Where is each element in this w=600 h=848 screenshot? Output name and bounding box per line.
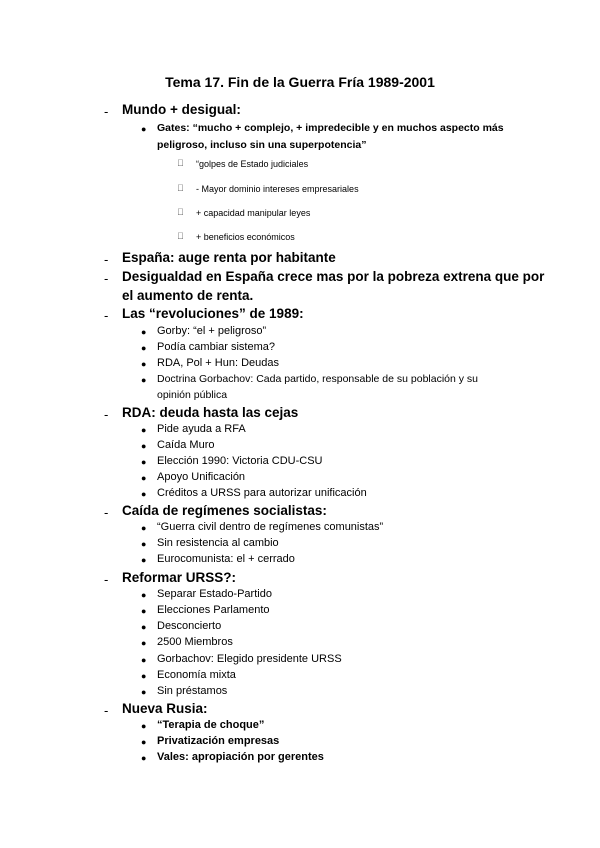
sub-item: + beneficios económicos — [196, 232, 295, 242]
bullet-icon: ● — [141, 425, 147, 435]
list-item: Créditos a URSS para autorizar unificación — [157, 487, 367, 499]
bullet-icon: ● — [141, 638, 147, 648]
square-bullet-icon — [177, 231, 184, 241]
bullet-icon: ● — [141, 489, 147, 499]
gates-quote-line1: Gates: “mucho + complejo, + impredecible y en muchos aspecto más — [157, 122, 504, 134]
list-item: Eurocomunista: el + cerrado — [157, 553, 295, 565]
dash-marker: - — [104, 271, 109, 286]
dash-marker: - — [104, 505, 109, 520]
dash-marker: - — [104, 252, 109, 267]
heading-rda-deuda: RDA: deuda hasta las cejas — [122, 405, 299, 420]
list-item-doctrina-line2: opinión pública — [157, 389, 228, 401]
bullet-icon: ● — [141, 671, 147, 681]
dash-marker: - — [104, 703, 109, 718]
square-bullet-icon — [177, 158, 184, 168]
heading-caida-regimenes: Caída de regímenes socialistas: — [122, 503, 327, 518]
page-title: Tema 17. Fin de la Guerra Fría 1989-2001 — [165, 74, 435, 90]
bullet-icon: ● — [141, 359, 147, 369]
sub-item: + capacidad manipular leyes — [196, 208, 311, 218]
bullet-icon: ● — [141, 721, 147, 731]
list-item: Vales: apropiación por gerentes — [157, 751, 324, 763]
bullet-icon: ● — [141, 327, 147, 337]
bullet-icon: ● — [141, 753, 147, 763]
list-item: Elección 1990: Victoria CDU-CSU — [157, 455, 323, 467]
list-item: Economía mixta — [157, 669, 236, 681]
sub-item: - Mayor dominio intereses empresariales — [196, 184, 359, 194]
list-item: Caída Muro — [157, 439, 215, 451]
dash-marker: - — [104, 407, 109, 422]
bullet-icon: ● — [141, 590, 147, 600]
bullet-icon: ● — [141, 441, 147, 451]
sub-item: “golpes de Estado judiciales — [196, 159, 309, 169]
bullet-icon: ● — [141, 555, 147, 565]
list-item: Apoyo Unificación — [157, 471, 246, 483]
bullet-icon: ● — [141, 124, 147, 134]
heading-desigualdad-line2: el aumento de renta. — [122, 288, 254, 303]
list-item: Gorbachov: Elegido presidente URSS — [157, 653, 342, 665]
list-item: Desconcierto — [157, 620, 222, 632]
heading-mundo-desigual: Mundo + desigual: — [122, 102, 241, 117]
bullet-icon: ● — [141, 457, 147, 467]
list-item: Pide ayuda a RFA — [157, 423, 246, 435]
list-item: “Terapia de choque” — [157, 719, 265, 731]
bullet-icon: ● — [141, 343, 147, 353]
list-item: 2500 Miembros — [157, 636, 233, 648]
list-item: “Guerra civil dentro de regímenes comunistas” — [157, 521, 384, 533]
dash-marker: - — [104, 308, 109, 323]
heading-desigualdad-line1: Desigualdad en España crece mas por la pobreza extrena que por — [122, 269, 545, 284]
heading-nueva-rusia: Nueva Rusia: — [122, 701, 208, 716]
list-item: Separar Estado-Partido — [157, 588, 272, 600]
bullet-icon: ● — [141, 606, 147, 616]
list-item: Privatización empresas — [157, 735, 280, 747]
list-item-doctrina-line1: Doctrina Gorbachov: Cada partido, responsable de su población y su — [157, 373, 479, 385]
heading-espana-renta: España: auge renta por habitante — [122, 250, 336, 265]
bullet-icon: ● — [141, 375, 147, 385]
bullet-icon: ● — [141, 687, 147, 697]
square-bullet-icon — [177, 183, 184, 193]
bullet-icon: ● — [141, 622, 147, 632]
list-item: Elecciones Parlamento — [157, 604, 270, 616]
heading-revoluciones-1989: Las “revoluciones” de 1989: — [122, 306, 304, 321]
list-item: RDA, Pol + Hun: Deudas — [157, 357, 279, 369]
bullet-icon: ● — [141, 473, 147, 483]
gates-quote-line2: peligroso, incluso sin una superpotencia” — [157, 139, 367, 151]
list-item: Sin préstamos — [157, 685, 228, 697]
square-bullet-icon — [177, 207, 184, 217]
dash-marker: - — [104, 572, 109, 587]
list-item: Podía cambiar sistema? — [157, 341, 275, 353]
bullet-icon: ● — [141, 539, 147, 549]
bullet-icon: ● — [141, 523, 147, 533]
bullet-icon: ● — [141, 737, 147, 747]
bullet-icon: ● — [141, 655, 147, 665]
heading-reformar-urss: Reformar URSS?: — [122, 570, 237, 585]
dash-marker: - — [104, 104, 109, 119]
list-item: Sin resistencia al cambio — [157, 537, 279, 549]
list-item: Gorby: “el + peligroso” — [157, 325, 267, 337]
